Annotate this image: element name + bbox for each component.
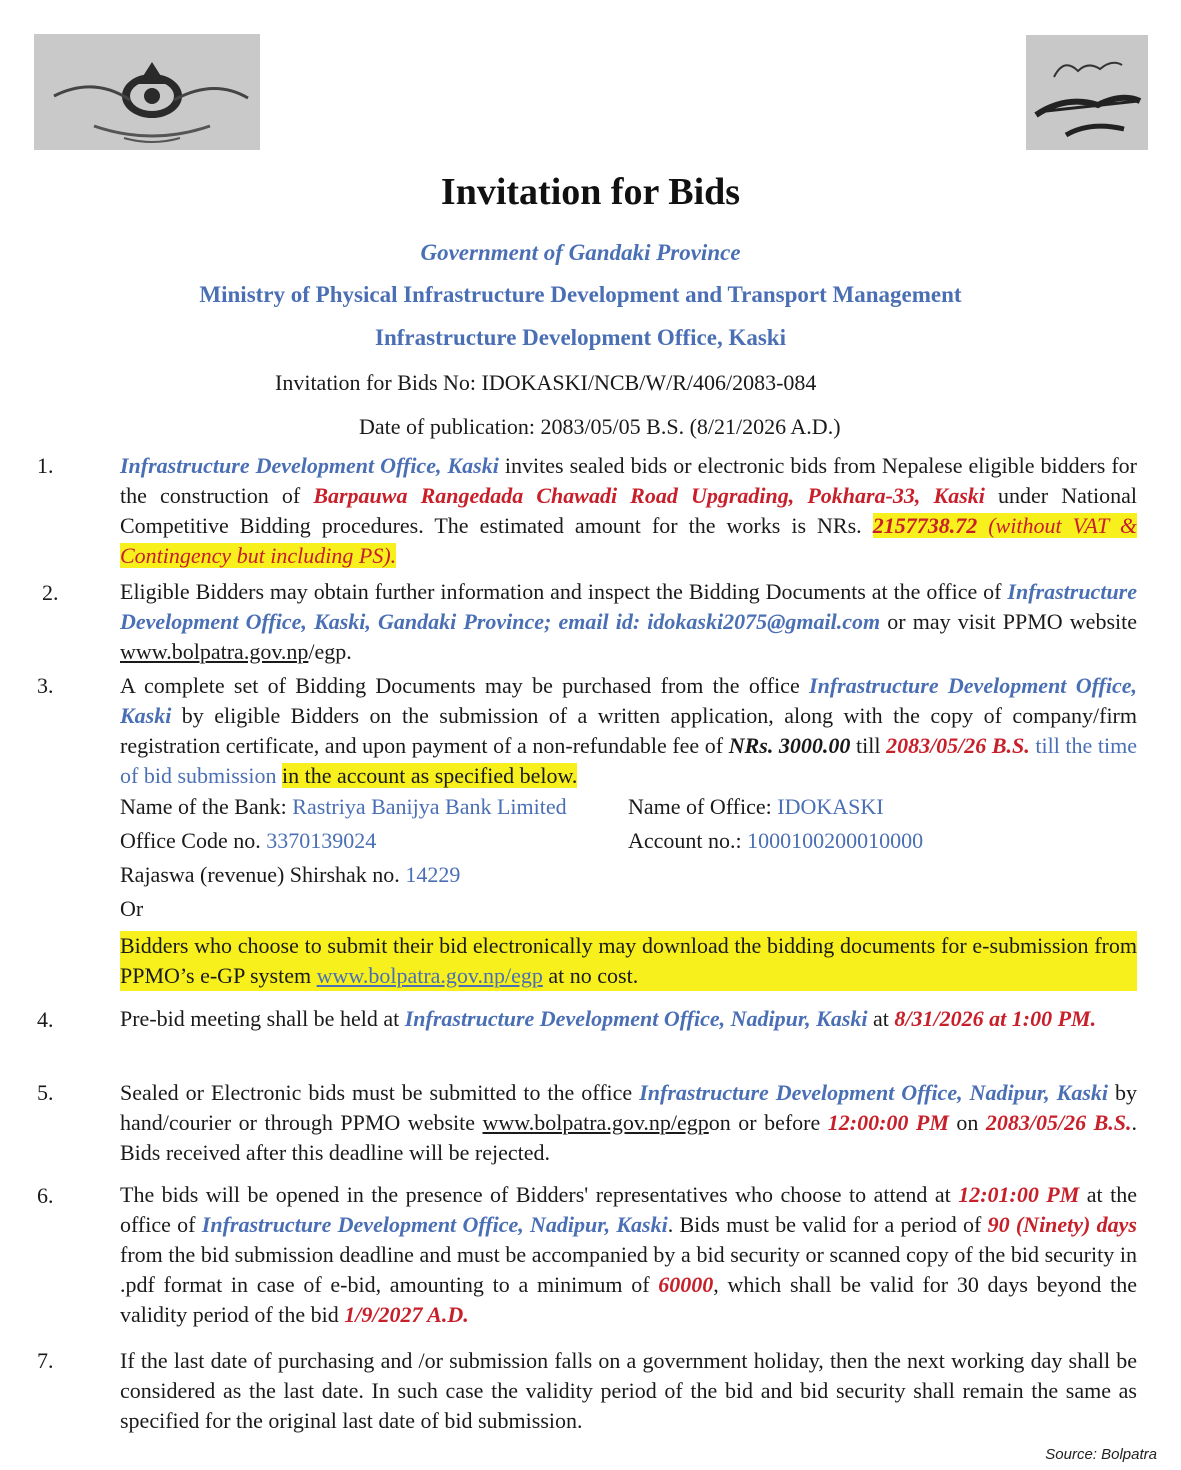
opening-time: 12:01:00 PM: [958, 1182, 1080, 1207]
text: on or before: [708, 1110, 828, 1135]
meeting-time: 8/31/2026 at 1:00 PM.: [894, 1006, 1097, 1031]
opening-office: Infrastructure Development Office, Nadipur, Kaski: [201, 1212, 668, 1237]
text: by eligible Bidders on the submission of a written application, along with the copy of company/firm registration certificate, and upon payment of a non-refundable fee of: [120, 703, 1137, 758]
text: at the office of: [120, 1182, 1137, 1237]
item-number-2: 2.: [42, 580, 59, 605]
text: or may visit PPMO website: [880, 609, 1138, 634]
source-note: Source: Bolpatra: [1045, 1446, 1157, 1463]
office-value: IDOKASKI: [777, 794, 884, 819]
item-number-6: 6.: [37, 1183, 54, 1208]
government-name: Government of Gandaki Province: [420, 240, 741, 265]
text: Eligible Bidders may obtain further information and inspect the Bidding Documents at the office of: [120, 579, 1008, 604]
item-number-5: 5.: [37, 1080, 54, 1105]
validity-date: 1/9/2027 A.D.: [344, 1302, 469, 1327]
submission-time: 12:00:00 PM: [827, 1110, 949, 1135]
account-note: in the account as specified below.: [281, 763, 578, 788]
office-ref: Infrastructure Development Office, Kaski: [120, 673, 1137, 728]
text: A complete set of Bidding Documents may be purchased from the office: [120, 673, 810, 698]
office-label: Name of Office:: [628, 794, 778, 819]
item-number-1: 1.: [37, 453, 54, 478]
ifb-number: Invitation for Bids No: IDOKASKI/NCB/W/R/406/2083-084: [275, 370, 817, 395]
office-seal-logo: [34, 34, 260, 150]
amount-note: (without VAT & Contingency but including PS).: [120, 513, 1138, 568]
egp-link[interactable]: www.bolpatra.gov.np/egp: [482, 1110, 709, 1135]
seal-icon: [34, 34, 260, 150]
account-value: 1000100200010000: [747, 828, 924, 853]
text: under National Competitive Bidding procedures. The estimated amount for the works is NRs.: [120, 483, 1137, 538]
text: at no cost.: [542, 963, 639, 988]
item-4: [120, 1004, 1137, 1034]
submission-date: 2083/05/26 B.S.: [985, 1110, 1132, 1135]
publication-date: Date of publication: 2083/05/05 B.S. (8/21/2026 A.D.): [359, 414, 841, 439]
office-ref: Infrastructure Development Office, Kaski: [120, 453, 499, 478]
ministry-name: Ministry of Physical Infrastructure Development and Transport Management: [199, 282, 962, 307]
item-1: [120, 451, 1137, 571]
item-number-7: 7.: [37, 1348, 54, 1373]
page-title: Invitation for Bids: [440, 171, 741, 213]
account-row: [628, 828, 923, 854]
signature-icon: [1026, 35, 1148, 150]
text: till the time of bid submission: [120, 733, 1137, 788]
text: on: [948, 1110, 986, 1135]
text: /egp.: [308, 639, 352, 664]
office-name: Infrastructure Development Office, Kaski: [375, 325, 786, 350]
text: invites sealed bids or electronic bids from Nepalese eligible bidders for the construction of: [120, 453, 1137, 508]
text: at: [867, 1006, 895, 1031]
text: Sealed or Electronic bids must be submitted to the office: [120, 1080, 640, 1105]
e-submission-note: [120, 931, 1137, 991]
estimated-amount: 2157738.72: [872, 513, 978, 538]
text: The bids will be opened in the presence of Bidders' representatives who choose to attend at: [120, 1182, 959, 1207]
item-2: [120, 577, 1137, 667]
code-label: Office Code no.: [120, 828, 267, 853]
project-name: Barpauwa Rangedada Chawadi Road Upgrading, Pokhara-33, Kaski: [313, 483, 985, 508]
bank-name-row: [120, 794, 567, 820]
meeting-place: Infrastructure Development Office, Nadipur, Kaski: [404, 1006, 868, 1031]
office-name-row: [628, 794, 884, 820]
text: . Bids received after this deadline will be rejected.: [120, 1110, 1137, 1165]
revenue-value: 14229: [405, 862, 461, 887]
code-value: 3370139024: [266, 828, 377, 853]
item-6: [120, 1180, 1137, 1330]
validity-period: 90 (Ninety) days: [987, 1212, 1137, 1237]
revenue-label: Rajaswa (revenue) Shirshak no.: [120, 862, 406, 887]
text: by hand/courier or through PPMO website: [120, 1080, 1138, 1135]
submission-office: Infrastructure Development Office, Nadipur, Kaski: [639, 1080, 1109, 1105]
item-7: If the last date of purchasing and /or submission falls on a government holiday, then the next working day shall be considered as the last date. In such case the validity period of the bid and bid security shall remain the same as specified for the original last date of bid submission.: [120, 1348, 1137, 1433]
egp-link[interactable]: www.bolpatra.gov.np/egp: [316, 963, 543, 988]
item-number-4: 4.: [37, 1007, 54, 1032]
or-text: Or: [120, 896, 144, 921]
item-5: [120, 1078, 1137, 1168]
text: Bidders who choose to submit their bid electronically may download the bidding documents for e-submission from PPMO’s e-GP system: [120, 933, 1137, 988]
item-3: [120, 671, 1137, 791]
text: . Bids must be valid for a period of: [667, 1212, 988, 1237]
bank-label: Name of the Bank:: [120, 794, 293, 819]
revenue-row: [120, 862, 460, 888]
fee-amount: NRs. 3000.00: [728, 733, 851, 758]
item-number-3: 3.: [37, 673, 54, 698]
bank-value: Rastriya Banijya Bank Limited: [292, 794, 567, 819]
text: , which shall be valid for 30 days beyond the validity period of the bid: [120, 1272, 1137, 1327]
text: till: [850, 733, 887, 758]
text: Pre-bid meeting shall be held at: [120, 1006, 405, 1031]
account-label: Account no.:: [628, 828, 748, 853]
signature-stamp-logo: [1026, 35, 1148, 150]
text: from the bid submission deadline and must be accompanied by a bid security or scanned copy of the bid security in .pdf format in case of e-bid, amounting to a minimum of: [120, 1242, 1137, 1297]
bolpatra-link[interactable]: www.bolpatra.gov.np: [120, 639, 309, 664]
office-contact: Infrastructure Development Office, Kaski, Gandaki Province; email id: idokaski2075@gmail.com: [120, 579, 1137, 634]
office-code-row: [120, 828, 376, 854]
bid-security-amount: 60000: [658, 1272, 714, 1297]
purchase-deadline: 2083/05/26 B.S.: [886, 733, 1030, 758]
